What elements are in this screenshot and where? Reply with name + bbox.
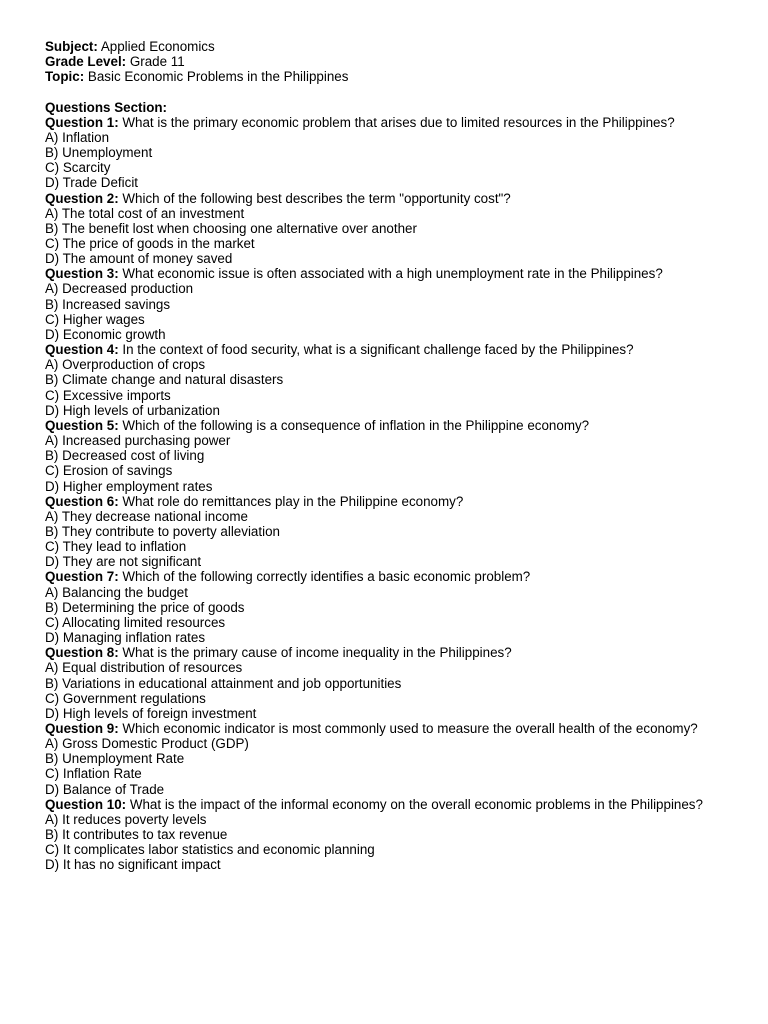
question-2: Question 2: Which of the following best describes the term "opportunity cost"?: [45, 190, 511, 206]
option: A) It reduces poverty levels: [45, 811, 207, 827]
option: D) Economic growth: [45, 326, 166, 342]
option: D) The amount of money saved: [45, 251, 233, 267]
option: B) Unemployment: [45, 145, 153, 161]
option: A) They decrease national income: [45, 508, 248, 524]
option: C) The price of goods in the market: [45, 236, 255, 252]
option: B) They contribute to poverty alleviation: [45, 523, 280, 539]
option: D) They are not significant: [45, 554, 202, 570]
option: B) Unemployment Rate: [45, 751, 185, 767]
option: B) Decreased cost of living: [45, 448, 205, 464]
option: A) Balancing the budget: [45, 584, 188, 600]
topic-line: [45, 69, 728, 84]
question-3: Question 3: What economic issue is often associated with a high unemployment rate in the Philippines?: [45, 266, 663, 282]
option: B) Climate change and natural disasters: [45, 372, 284, 388]
option: A) Increased purchasing power: [45, 433, 231, 449]
question-block: [45, 266, 728, 342]
question-10: Question 10: What is the impact of the informal economy on the overall economic problems in the Philippines?: [45, 796, 703, 812]
subject-label: Subject:: [45, 39, 98, 54]
option: C) Allocating limited resources: [45, 614, 226, 630]
question-block: [45, 115, 728, 191]
option: D) Trade Deficit: [45, 175, 139, 191]
topic-label: Topic:: [45, 69, 85, 85]
question-9: Question 9: Which economic indicator is most commonly used to measure the overall health of the economy?: [45, 721, 698, 737]
question-block: [45, 797, 728, 873]
section-title: Questions Section:: [45, 99, 168, 115]
option: D) Balance of Trade: [45, 781, 165, 797]
question-8: Question 8: What is the primary cause of income inequality in the Philippines?: [45, 645, 512, 661]
option: C) Government regulations: [45, 690, 206, 706]
option: C) Erosion of savings: [45, 463, 173, 479]
option: D) Managing inflation rates: [45, 630, 206, 646]
subject-value: Applied Economics: [100, 39, 215, 54]
question-6: Question 6: What role do remittances play in the Philippine economy?: [45, 493, 464, 509]
option: B) Variations in educational attainment and job opportunities: [45, 675, 402, 691]
spacer: [45, 84, 728, 99]
option: A) The total cost of an investment: [45, 205, 245, 221]
option: D) High levels of foreign investment: [45, 705, 257, 721]
question-block: [45, 721, 728, 797]
grade-label: Grade Level:: [45, 54, 127, 70]
option: B) The benefit lost when choosing one alternative over another: [45, 220, 417, 236]
question-1: Question 1: What is the primary economic problem that arises due to limited resources in the Philippines?: [45, 114, 675, 130]
question-block: [45, 191, 728, 267]
question-4: Question 4: In the context of food security, what is a significant challenge faced by the Philippines?: [45, 342, 634, 358]
question-5: Question 5: Which of the following is a consequence of inflation in the Philippine economy?: [45, 417, 590, 433]
option: D) High levels of urbanization: [45, 402, 220, 418]
option: C) They lead to inflation: [45, 539, 187, 555]
option: A) Overproduction of crops: [45, 357, 206, 373]
grade-value: Grade 11: [129, 54, 185, 70]
option: D) Higher employment rates: [45, 478, 213, 494]
option: C) Inflation Rate: [45, 766, 142, 782]
question-block: [45, 418, 728, 494]
topic-value: Basic Economic Problems in the Philippines: [87, 69, 349, 85]
question-block: [45, 569, 728, 645]
option: C) It complicates labor statistics and economic planning: [45, 842, 375, 858]
option: A) Decreased production: [45, 281, 194, 297]
option: B) Determining the price of goods: [45, 599, 245, 615]
question-block: [45, 342, 728, 418]
option: A) Gross Domestic Product (GDP): [45, 736, 249, 752]
option: A) Inflation: [45, 129, 110, 145]
grade-line: [45, 54, 728, 69]
option: D) It has no significant impact: [45, 857, 221, 873]
option: C) Higher wages: [45, 311, 145, 327]
option: A) Equal distribution of resources: [45, 660, 243, 676]
question-block: [45, 645, 728, 721]
option: B) Increased savings: [45, 296, 171, 312]
option: C) Excessive imports: [45, 387, 171, 403]
question-7: Question 7: Which of the following correctly identifies a basic economic problem?: [45, 569, 531, 585]
option: C) Scarcity: [45, 160, 111, 176]
subject-line: [45, 39, 728, 54]
option: B) It contributes to tax revenue: [45, 827, 228, 843]
question-block: [45, 494, 728, 570]
